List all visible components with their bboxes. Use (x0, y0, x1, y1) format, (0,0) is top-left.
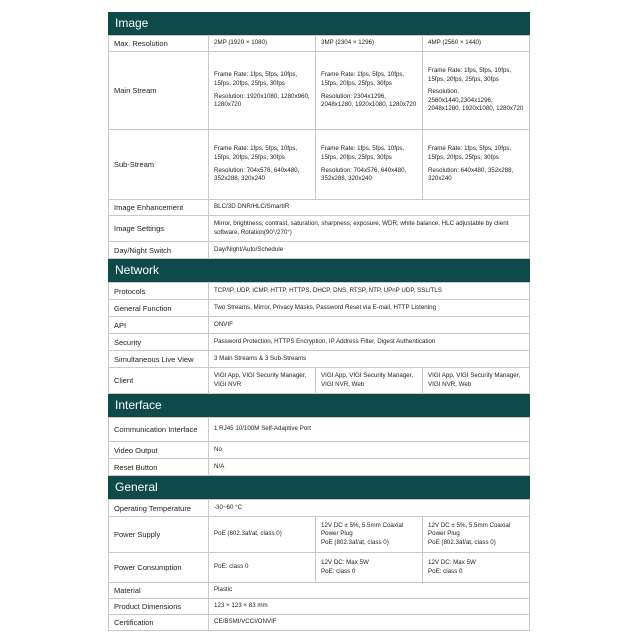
cell-3mp (316, 553, 423, 583)
table-row (109, 36, 530, 52)
power-plug-text: 12V DC ± 5%, 5.5mm Coaxial Power Plug (321, 521, 404, 538)
row-value: BLC/3D DNR/HLC/SmartIR (209, 200, 530, 216)
table-row (109, 500, 530, 517)
row-label: Client (109, 368, 209, 394)
frame-rate-text: Frame Rate: 1fps, 5fps, 10fps, 15fps, 20fps, 25fps, 30fps (214, 145, 298, 161)
dc-power-text: 12V DC: Max 5W (321, 558, 369, 566)
table-row (109, 216, 530, 242)
section-header-general: General (108, 476, 530, 499)
resolution-text: Resolution: 2560x1440,2304x1296, 2048x1280, 1920x1080, 1280x720 (428, 88, 524, 113)
cell-2mp (209, 130, 316, 200)
row-value: Two Streams, Mirror, Privacy Masks, Password Reset via E-mail, HTTP Listening (209, 300, 530, 317)
poe-text: PoE (802.3af/at, class 0) (321, 538, 389, 546)
cell-4mp: VIGI App, VIGI Security Manager, VIGI NVR, Web (423, 368, 530, 394)
row-label: Operating Temperature (109, 500, 209, 517)
row-label: Power Supply (109, 517, 209, 553)
row-label: Image Settings (109, 216, 209, 242)
resolution-text: Resolution: 1920x1080, 1280x960, 1280x720 (214, 92, 310, 109)
table-row (109, 599, 530, 615)
cell-4mp (423, 553, 530, 583)
row-value: Day/Night/Auto/Schedule (209, 242, 530, 259)
section-header-network: Network (108, 259, 530, 282)
row-label: General Function (109, 300, 209, 317)
resolution-text: Resolution: 704x576, 640x480, 352x288, 320x240 (214, 166, 300, 183)
cell-3mp: 3MP (2304 × 1296) (316, 36, 423, 52)
row-value: N/A (209, 459, 530, 476)
table-row (109, 442, 530, 459)
table-row (109, 517, 530, 553)
resolution-text: Resolution: 640x480, 352x288, 320x240 (428, 166, 514, 183)
table-row (109, 200, 530, 216)
cell-2mp (209, 52, 316, 130)
cell-3mp (316, 517, 423, 553)
frame-rate-text: Frame Rate: 1fps, 5fps, 10fps, 15fps, 20fps, 25fps, 30fps (321, 71, 405, 87)
row-label: API (109, 317, 209, 334)
row-label: Reset Button (109, 459, 209, 476)
cell-2mp: 2MP (1920 × 1080) (209, 36, 316, 52)
poe-class-text: PoE: class 0 (428, 567, 463, 575)
table-row (109, 300, 530, 317)
row-label: Product Dimensions (109, 599, 209, 615)
row-value: 3 Main Streams & 3 Sub-Streams (209, 351, 530, 368)
cell-4mp: 4MP (2560 × 1440) (423, 36, 530, 52)
row-value: Mirror, brightness, contrast, saturation, sharpness, exposure, WDR, white balance, HLC adjustable by client software, Rotation(90°/270°) (209, 216, 530, 242)
row-value: Password Protection, HTTPS Encryption, IP Address Filter, Digest Authentication (209, 334, 530, 351)
frame-rate-text: Frame Rate: 1fps, 5fps, 10fps, 15fps, 20fps, 25fps, 30fps (428, 145, 512, 161)
table-row (109, 130, 530, 200)
row-value: CE/BSMI/VCCI/ONVIF (209, 615, 530, 631)
resolution-text: Resolution: 704x576, 640x480, 352x288, 320x240 (321, 166, 407, 183)
general-table (108, 499, 530, 631)
image-table (108, 35, 530, 259)
section-header-image: Image (108, 12, 530, 35)
frame-rate-text: Frame Rate: 1fps, 5fps, 10fps, 15fps, 20fps, 25fps, 30fps (321, 145, 405, 161)
row-label: Material (109, 583, 209, 599)
table-row (109, 368, 530, 394)
table-row (109, 283, 530, 300)
network-table (108, 282, 530, 394)
table-row (109, 459, 530, 476)
spec-sheet (108, 12, 530, 631)
table-row (109, 317, 530, 334)
table-row (109, 52, 530, 130)
cell-3mp: VIGI App, VIGI Security Manager, VIGI NVR, Web (316, 368, 423, 394)
section-header-interface: Interface (108, 394, 530, 417)
row-label: Power Consumption (109, 553, 209, 583)
table-row (109, 351, 530, 368)
row-value: TCP/IP, UDP, ICMP, HTTP, HTTPS, DHCP, DNS, RTSP, NTP, UPnP UDP, SSL/TLS (209, 283, 530, 300)
poe-text: PoE (802.3af/at, class 0) (428, 538, 496, 546)
row-label: Sub-Stream (109, 130, 209, 200)
power-plug-text: 12V DC ± 5%, 5.5mm Coaxial Power Plug (428, 521, 511, 538)
row-label: Video Output (109, 442, 209, 459)
row-label: Max. Resolution (109, 36, 209, 52)
table-row (109, 615, 530, 631)
row-label: Image Enhancement (109, 200, 209, 216)
row-value: Plastic (209, 583, 530, 599)
cell-4mp (423, 130, 530, 200)
cell-2mp: PoE (802.3af/at, class 0) (209, 517, 316, 553)
row-value: No (209, 442, 530, 459)
row-label: Main Stream (109, 52, 209, 130)
row-value: 1 RJ45 10/100M Self-Adaptive Port (209, 418, 530, 442)
cell-2mp: PoE: class 0 (209, 553, 316, 583)
row-label: Communication Interface (109, 418, 209, 442)
row-label: Day/Night Switch (109, 242, 209, 259)
frame-rate-text: Frame Rate: 1fps, 5fps, 10fps, 15fps, 20fps, 25fps, 30fps (214, 71, 298, 87)
row-label: Protocols (109, 283, 209, 300)
table-row (109, 553, 530, 583)
row-value: -30~60 °C (209, 500, 530, 517)
table-row (109, 583, 530, 599)
cell-3mp (316, 52, 423, 130)
row-value: ONVIF (209, 317, 530, 334)
frame-rate-text: Frame Rate: 1fps, 5fps, 10fps, 15fps, 20fps, 25fps, 30fps (428, 67, 512, 83)
row-value: 123 × 123 × 83 mm (209, 599, 530, 615)
cell-3mp (316, 130, 423, 200)
cell-4mp (423, 517, 530, 553)
row-label: Simultaneous Live View (109, 351, 209, 368)
poe-class-text: PoE: class 0 (321, 567, 356, 575)
table-row (109, 418, 530, 442)
resolution-text: Resolution: 2304x1296, 2048x1280, 1920x1080, 1280x720 (321, 92, 417, 109)
cell-4mp (423, 52, 530, 130)
row-label: Security (109, 334, 209, 351)
dc-power-text: 12V DC: Max 5W (428, 558, 476, 566)
row-label: Certification (109, 615, 209, 631)
table-row (109, 242, 530, 259)
table-row (109, 334, 530, 351)
cell-2mp: VIGI App, VIGI Security Manager, VIGI NVR (209, 368, 316, 394)
interface-table (108, 417, 530, 476)
